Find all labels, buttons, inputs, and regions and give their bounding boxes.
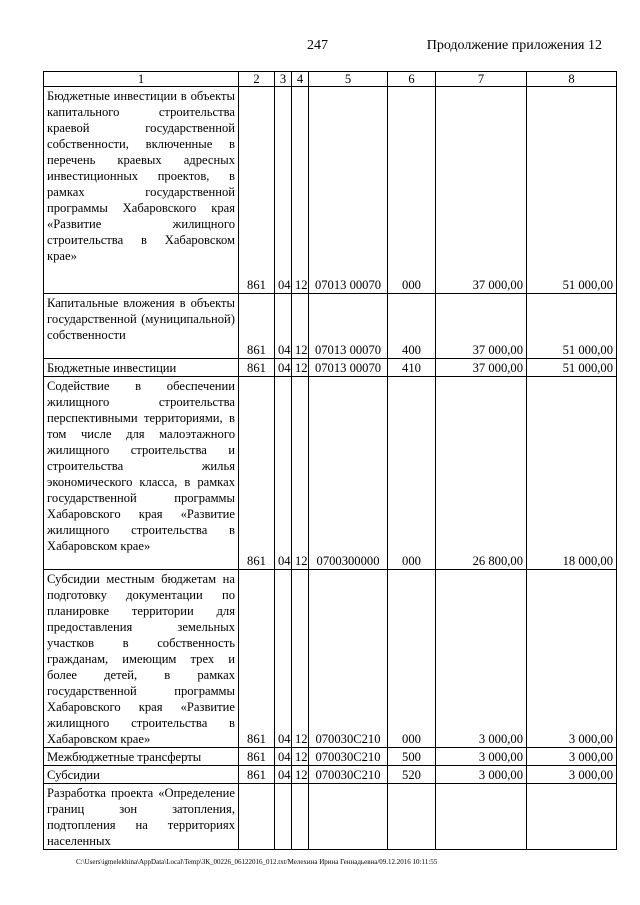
- cell-expense-type: 410: [388, 359, 436, 377]
- cell-target: 07013 00070: [309, 87, 388, 294]
- cell-code: 861: [239, 570, 275, 748]
- cell-target: 07013 00070: [309, 294, 388, 359]
- cell-amount-2: 3 000,00: [527, 748, 617, 766]
- row-description: Содействие в обеспечении жилищного строительства перспективными территориями, в том числе для малоэтажного жилищного строительства и строительства жилья экономического класса, в рамках государственной программы Хабаровского края «Развитие жилищного строительства в Хабаровском крае»: [44, 377, 239, 570]
- cell-target: 0700300000: [309, 377, 388, 570]
- cell-amount-2: 18 000,00: [527, 377, 617, 570]
- row-description: Субсидии местным бюджетам на подготовку документации по планировке территории для предоставления земельных участков в собственность гражданам, имеющим трех и более детей, в рамках государственной программы Хабаровского края «Развитие жилищного строительства в Хабаровском крае»: [44, 570, 239, 748]
- cell-amount-2: [527, 784, 617, 850]
- cell-section: 04: [275, 766, 292, 784]
- cell-amount-2: 3 000,00: [527, 766, 617, 784]
- cell-section: 04: [275, 87, 292, 294]
- cell-expense-type: 400: [388, 294, 436, 359]
- cell-target: 070030С210: [309, 570, 388, 748]
- cell-target: 07013 00070: [309, 359, 388, 377]
- cell-expense-type: [388, 784, 436, 850]
- cell-target: 070030С210: [309, 766, 388, 784]
- cell-section: 04: [275, 359, 292, 377]
- row-description: Разработка проекта «Определение границ зон затопления, подтопления на территориях населенных: [44, 784, 239, 850]
- column-header: 7: [436, 72, 527, 87]
- cell-section: 04: [275, 294, 292, 359]
- table-row: [44, 766, 617, 784]
- cell-amount-1: 26 800,00: [436, 377, 527, 570]
- file-path-footer: C:\Users\igmelekhina\AppData\Local\Temp\ЗК_00226_06122016_012.txt/Мелехина Ирина Геннадьевна/09.12.2016 10:11:55: [76, 858, 438, 866]
- cell-subsection: 12: [292, 377, 309, 570]
- cell-amount-2: 51 000,00: [527, 294, 617, 359]
- column-header: 5: [309, 72, 388, 87]
- cell-expense-type: 000: [388, 87, 436, 294]
- cell-code: 861: [239, 377, 275, 570]
- cell-subsection: 12: [292, 766, 309, 784]
- cell-subsection: 12: [292, 294, 309, 359]
- cell-amount-1: 37 000,00: [436, 87, 527, 294]
- cell-section: [275, 784, 292, 850]
- table-row: [44, 87, 617, 294]
- cell-code: 861: [239, 766, 275, 784]
- cell-expense-type: 500: [388, 748, 436, 766]
- cell-subsection: 12: [292, 570, 309, 748]
- cell-expense-type: 000: [388, 570, 436, 748]
- cell-amount-2: 3 000,00: [527, 570, 617, 748]
- row-description: Бюджетные инвестиции в объекты капитального строительства краевой государственной собственности, включенные в перечень краевых адресных инвестиционных проектов, в рамках государственной программы Хабаровского края «Развитие жилищного строительства в Хабаровском крае»: [44, 87, 239, 294]
- column-header-row: [44, 72, 617, 87]
- cell-amount-1: 3 000,00: [436, 570, 527, 748]
- cell-expense-type: 000: [388, 377, 436, 570]
- cell-amount-1: 3 000,00: [436, 748, 527, 766]
- cell-subsection: 12: [292, 748, 309, 766]
- cell-code: [239, 784, 275, 850]
- cell-subsection: 12: [292, 359, 309, 377]
- table-row: [44, 748, 617, 766]
- cell-section: 04: [275, 748, 292, 766]
- cell-code: 861: [239, 748, 275, 766]
- page-number: 247: [307, 38, 328, 53]
- table-row: [44, 784, 617, 850]
- cell-amount-2: 51 000,00: [527, 87, 617, 294]
- table-row: [44, 359, 617, 377]
- budget-table: [43, 71, 617, 850]
- cell-target: [309, 784, 388, 850]
- row-description: Межбюджетные трансферты: [44, 748, 239, 766]
- row-description: Капитальные вложения в объекты государственной (муниципальной) собственности: [44, 294, 239, 359]
- cell-expense-type: 520: [388, 766, 436, 784]
- column-header: 4: [292, 72, 309, 87]
- row-description: Субсидии: [44, 766, 239, 784]
- appendix-title: Продолжение приложения 12: [426, 38, 602, 53]
- cell-code: 861: [239, 359, 275, 377]
- cell-amount-1: 37 000,00: [436, 294, 527, 359]
- cell-code: 861: [239, 87, 275, 294]
- cell-amount-1: 37 000,00: [436, 359, 527, 377]
- cell-subsection: 12: [292, 87, 309, 294]
- column-header: 1: [44, 72, 239, 87]
- row-description: Бюджетные инвестиции: [44, 359, 239, 377]
- cell-section: 04: [275, 570, 292, 748]
- table-row: [44, 570, 617, 748]
- column-header: 6: [388, 72, 436, 87]
- cell-code: 861: [239, 294, 275, 359]
- table-row: [44, 377, 617, 570]
- cell-amount-1: 3 000,00: [436, 766, 527, 784]
- cell-section: 04: [275, 377, 292, 570]
- column-header: 8: [527, 72, 617, 87]
- cell-target: 070030С210: [309, 748, 388, 766]
- cell-subsection: [292, 784, 309, 850]
- cell-amount-2: 51 000,00: [527, 359, 617, 377]
- cell-amount-1: [436, 784, 527, 850]
- column-header: 3: [275, 72, 292, 87]
- column-header: 2: [239, 72, 275, 87]
- table-row: [44, 294, 617, 359]
